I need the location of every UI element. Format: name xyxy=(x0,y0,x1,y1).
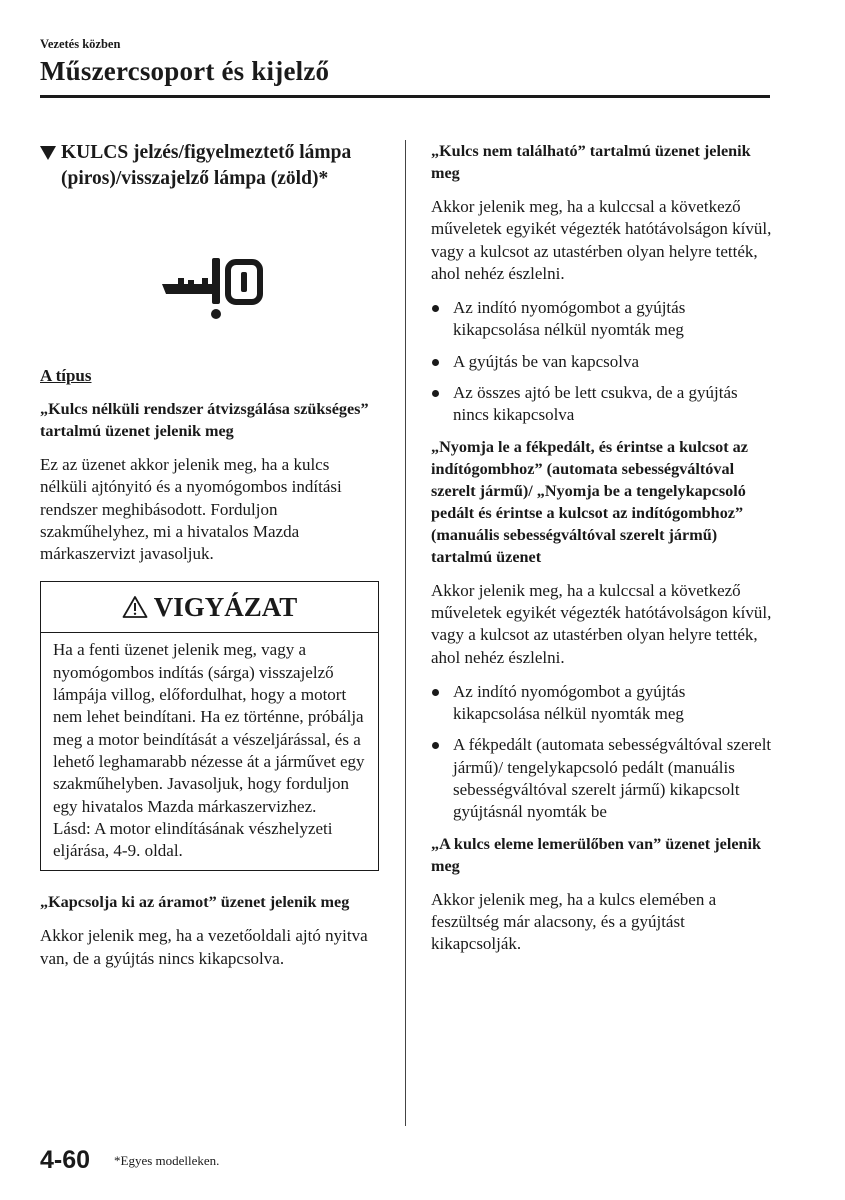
bullet-list xyxy=(431,297,776,426)
breadcrumb: Vezetés közben xyxy=(40,37,121,51)
column-divider xyxy=(405,140,406,1126)
footnote: *Egyes modelleken. xyxy=(114,1153,220,1168)
list-item: A gyújtás be van kapcsolva xyxy=(431,351,776,373)
bullet-dot-icon xyxy=(432,359,439,366)
page-title: Műszercsoport és kijelző xyxy=(40,56,330,86)
left-column xyxy=(40,140,380,970)
message-heading: „Kulcs nélküli rendszer átvizsgálása szükséges” tartalmú üzenet jelenik meg xyxy=(40,400,369,440)
list-item: Az indító nyomógombot a gyújtás kikapcsolása nélkül nyomták meg xyxy=(431,681,776,726)
bullet-dot-icon xyxy=(432,742,439,749)
title-rule xyxy=(40,95,770,98)
message-heading: „Nyomja le a fékpedált, és érintse a kulcsot az indítógombhoz” (automata sebességváltóval szerelt jármű)/ „Nyomja be a tengelykapcsoló pedált és érintse a kulcsot az indítógombhoz” (manuális sebességváltóval szerelt jármű) tartalmú üzenet xyxy=(431,437,748,566)
warning-box xyxy=(40,581,379,871)
message-text: Ez az üzenet akkor jelenik meg, ha a kulcs nélküli ajtónyitó és a nyomógombos indítási rendszer meghibásodott. Forduljon szakműhelyhez, mi a hivatalos Mazda márkaszervizt javasoljuk. xyxy=(40,455,342,564)
type-label: A típus xyxy=(40,366,92,385)
section-heading-text: KULCS jelzés/figyelmeztető lámpa (piros)/visszajelző lámpa (zöld)* xyxy=(61,142,352,189)
key-warning-icon-area xyxy=(40,252,380,362)
warning-body xyxy=(41,633,378,870)
warning-triangle-icon xyxy=(122,595,148,619)
triangle-bullet-icon xyxy=(40,146,56,160)
section-heading xyxy=(40,140,380,192)
list-item: Az indító nyomógombot a gyújtás kikapcsolása nélkül nyomták meg xyxy=(431,297,776,342)
page-number: 4-60 xyxy=(40,1146,91,1174)
warning-reference: Lásd: A motor elindításának vészhelyzeti eljárása, 4-9. oldal. xyxy=(53,818,333,861)
warning-title: VIGYÁZAT xyxy=(153,591,298,622)
key-warning-icon xyxy=(158,252,268,328)
message-heading: „Kapcsolja ki az áramot” üzenet jelenik meg xyxy=(40,893,350,912)
message-heading: „Kulcs nem található” tartalmú üzenet jelenik meg xyxy=(431,142,751,182)
list-item: Az összes ajtó be lett csukva, de a gyújtás nincs kikapcsolva xyxy=(431,382,776,427)
right-column xyxy=(431,140,776,956)
bullet-dot-icon xyxy=(432,390,439,397)
list-item: A fékpedált (automata sebességváltóval szerelt jármű)/ tengelykapcsoló pedált (manuális sebességváltóval szerelt jármű) kikapcsolt gyújtásnál nyomták be xyxy=(431,734,776,823)
bullet-list xyxy=(431,681,776,824)
message-text: Akkor jelenik meg, ha a kulccsal a következő műveletek egyikét végezték hatótávolságon kívül, vagy a kulcsot az utastérben olyan helyre tették, ahol nehéz észlelni. xyxy=(431,197,772,283)
message-heading: „A kulcs eleme lemerülőben van” üzenet jelenik meg xyxy=(431,834,762,875)
warning-text: Ha a fenti üzenet jelenik meg, vagy a nyomógombos indítás (sárga) visszajelző lámpája villog, előfordulhat, hogy a motort nem lehet beindítani. Ha ez történne, próbálja meg a motor beindítását a vészeljárással, és a lehető leghamarabb nézesse át a járművet egy szakműhelyben. Javasoljuk, hogy forduljon egy hivatalos Mazda márkaszervizhez. xyxy=(53,640,365,816)
message-text: Akkor jelenik meg, ha a vezetőoldali ajtó nyitva van, de a gyújtás nincs kikapcsolva. xyxy=(40,926,368,968)
bullet-dot-icon xyxy=(432,305,439,312)
message-text: Akkor jelenik meg, ha a kulccsal a következő műveletek egyikét végezték hatótávolságon kívül, vagy a kulcsot az utastérben olyan helyre tették, ahol nehéz észlelni. xyxy=(431,580,772,667)
message-text: Akkor jelenik meg, ha a kulcs elemében a feszültség már alacsony, és a gyújtást kikapcsolják. xyxy=(431,889,717,954)
warning-header xyxy=(41,582,378,633)
bullet-dot-icon xyxy=(432,689,439,696)
